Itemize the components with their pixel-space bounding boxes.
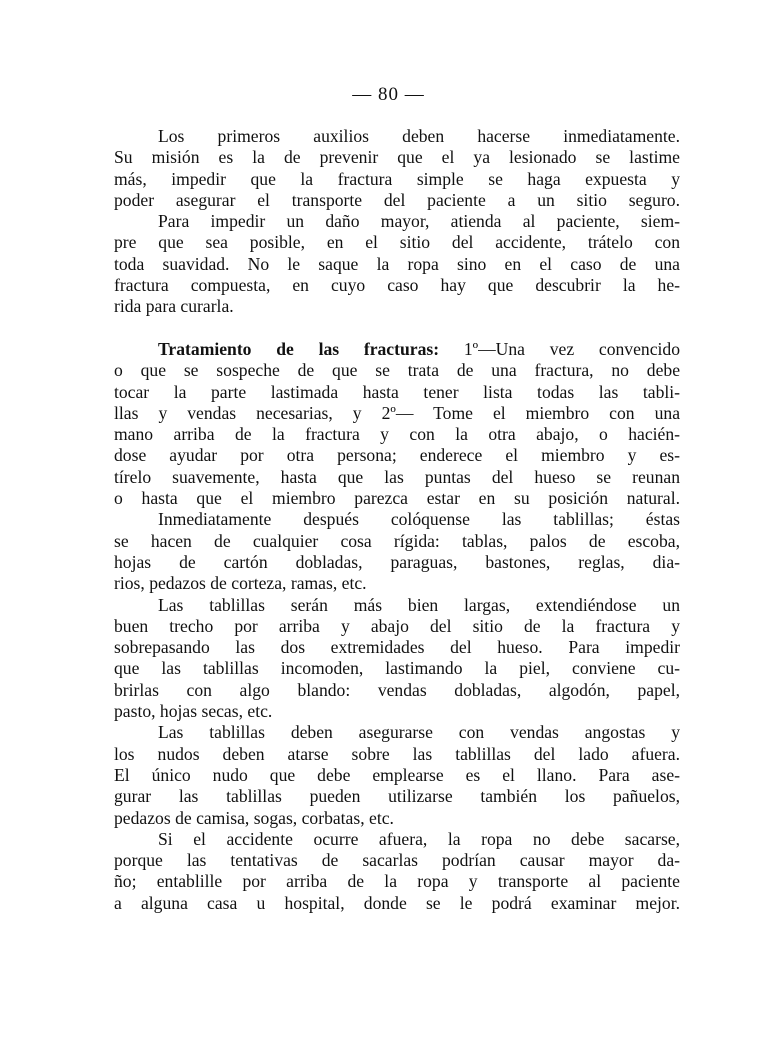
text-line: rios, pedazos de corteza, ramas, etc.	[114, 573, 367, 594]
text-line: o hasta que el miembro parezca estar en su posición natural.	[114, 488, 680, 509]
paragraph-gap	[114, 318, 680, 339]
text-line: sobrepasando las dos extremidades del hueso. Para impedir	[114, 637, 680, 658]
text-line: o que se sospeche de que se trata de una fractura, no debe	[114, 360, 680, 381]
paragraph	[114, 829, 680, 914]
text-line: Su misión es la de prevenir que el ya lesionado se lastime	[114, 147, 680, 168]
section-heading: Tratamiento de las fracturas:	[158, 338, 440, 359]
text-line: más, impedir que la fractura simple se haga expuesta y	[114, 168, 680, 189]
text-line: los nudos deben atarse sobre las tablillas del lado afuera.	[114, 743, 680, 764]
section-fracture-treatment	[114, 339, 680, 509]
paragraph	[114, 595, 680, 723]
text-line: llas y vendas necesarias, y 2º— Tome el miembro con una	[114, 402, 680, 423]
paragraph	[114, 126, 680, 211]
text-line: toda suavidad. No le saque la ropa sino en el caso de una	[114, 253, 680, 274]
text-line: tírelo suavemente, hasta que las puntas del hueso se reunan	[114, 466, 680, 487]
text-line: rida para curarla.	[114, 296, 234, 317]
text-line: Los primeros auxilios deben hacerse inmediatamente.	[158, 126, 680, 146]
text-line: porque las tentativas de sacarlas podrían causar mayor da-	[114, 850, 680, 871]
text-line: Las tablillas deben asegurarse con vendas angostas y	[158, 722, 680, 743]
text-line: tocar la parte lastimada hasta tener lista todas las tabli-	[114, 381, 680, 402]
text-line: dose ayudar por otra persona; enderece el miembro y es-	[114, 445, 680, 466]
text-line: El único nudo que debe emplearse es el llano. Para ase-	[114, 764, 680, 785]
body-text	[114, 126, 680, 914]
text-line: Para impedir un daño mayor, atienda al paciente, siem-	[158, 211, 680, 232]
text-line: Si el accidente ocurre afuera, la ropa no debe sacarse,	[158, 828, 680, 849]
text-line: ño; entablille por arriba de la ropa y transporte al paciente	[114, 871, 680, 892]
page-number: — 80 —	[352, 84, 425, 105]
text-line	[114, 339, 680, 360]
text-line: a alguna casa u hospital, donde se le podrá examinar mejor.	[114, 892, 680, 913]
text-line: hojas de cartón dobladas, paraguas, bastones, reglas, dia-	[114, 551, 680, 572]
text-line: Las tablillas serán más bien largas, extendiéndose un	[158, 594, 680, 615]
text-line: poder asegurar el transporte del paciente a un sitio seguro.	[114, 189, 680, 210]
text-line: buen trecho por arriba y abajo del sitio de la fractura y	[114, 615, 680, 636]
text-line: pedazos de camisa, sogas, corbatas, etc.	[114, 807, 394, 828]
text-line: gurar las tablillas pueden utilizarse también los pañuelos,	[114, 786, 680, 807]
paragraph	[114, 509, 680, 594]
text-line: que las tablillas incomoden, lastimando la piel, conviene cu-	[114, 658, 680, 679]
text-run: 1º—Una vez convencido	[463, 338, 680, 359]
text-line: brirlas con algo blando: vendas dobladas, algodón, papel,	[114, 679, 680, 700]
text-line: se hacen de cualquier cosa rígida: tablas, palos de escoba,	[114, 530, 680, 551]
text-line: pre que sea posible, en el sitio del accidente, trátelo con	[114, 232, 680, 253]
text-line: mano arriba de la fractura y con la otra abajo, o hacién-	[114, 424, 680, 445]
text-line: Inmediatamente después colóquense las tablillas; éstas	[158, 509, 680, 530]
text-line: pasto, hojas secas, etc.	[114, 701, 273, 722]
paragraph	[114, 211, 680, 317]
paragraph	[114, 722, 680, 828]
text-line: fractura compuesta, en cuyo caso hay que descubrir la he-	[114, 275, 680, 296]
